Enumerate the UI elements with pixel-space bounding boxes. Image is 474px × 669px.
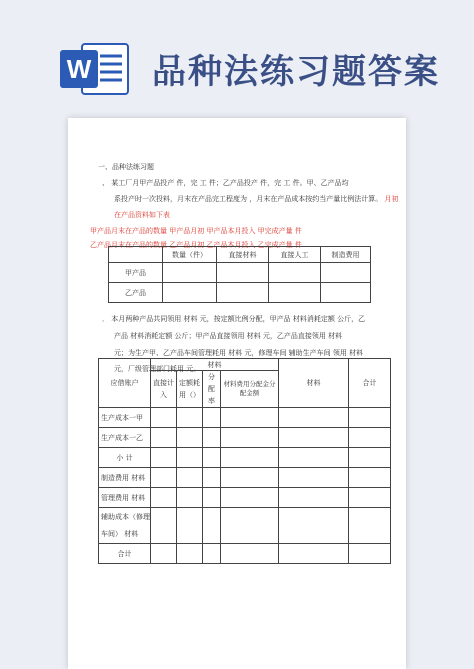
q2-line-2: 产品 材料消耗定额 公斤；甲产品直接领用 材料 元，乙产品直接领用 材料 <box>114 332 343 340</box>
q1-line-3: 在产品资料如下表 <box>114 211 170 219</box>
document-page <box>68 118 406 669</box>
table-row <box>99 488 391 508</box>
table-row <box>99 428 391 448</box>
table-1-header: 直接材料 <box>217 247 269 263</box>
table-2-header-quota: 定额耗用（） <box>177 371 203 408</box>
q1-line-2-text: 系投产时一次投料，月末在产品完工程度为 ，月末在产品成本按约当产量比例法计算。 <box>114 195 383 203</box>
table-2 <box>98 358 391 564</box>
table-2-header-total: 合计 <box>349 359 391 408</box>
table-2-header-alloc: 材料费用分配金分配金额 <box>221 371 279 408</box>
table-1-cell <box>217 283 269 303</box>
table-2-header-row <box>99 359 391 371</box>
q2-line-3: 元；为生产甲、乙产品车间管理耗用 材料 元，修理车间 辅助生产车间 领用 材料 <box>114 349 364 357</box>
table-1-cell <box>321 283 371 303</box>
table-1-cell <box>217 263 269 283</box>
table-2-row-label: 管理费用 材料 <box>99 488 151 508</box>
table-row <box>99 468 391 488</box>
table-row <box>99 508 391 526</box>
table-1-cell <box>321 263 371 283</box>
table-1-cell <box>269 263 321 283</box>
banner-title: 品种法练习题答案 <box>152 52 440 92</box>
table-2-header-direct: 直接计入 <box>151 371 177 408</box>
table-row <box>99 544 391 564</box>
q2-line-4: 元，厂级管理部门耗用 元。 <box>114 365 201 373</box>
q1-line-2 <box>114 194 398 204</box>
table-row <box>109 283 371 303</box>
q1-line-4: 甲产品月末在产品的数量 甲产品月初 甲产品本月投入 甲完成产量 件 <box>90 227 302 235</box>
table-1-header-row <box>109 247 371 263</box>
table-1-header: 直接人工 <box>269 247 321 263</box>
table-1-cell: 甲产品 <box>109 263 163 283</box>
table-1-header: 制造费用 <box>321 247 371 263</box>
table-row <box>109 263 371 283</box>
table-2-row-label: 生产成本一甲 <box>99 408 151 428</box>
q1-line-1: 、 某工厂月甲产品投产 件，完 工 件；乙产品投产 件，完 工 件。甲、乙产品均 <box>102 179 349 187</box>
table-2-row-label: 合计 <box>99 544 151 564</box>
table-1 <box>108 246 371 303</box>
logo-letter: W <box>66 54 92 84</box>
table-2-row-label: 车间） 材料 <box>99 526 151 544</box>
table-1-cell <box>163 283 217 303</box>
table-1-header <box>109 247 163 263</box>
section-heading: 一、品种法练习题 <box>98 163 154 171</box>
table-2-header-ratio: 分配率 <box>203 371 221 408</box>
table-2-header-material-top: 材料 <box>151 359 279 371</box>
table-2-header-account: 应借账户 <box>99 359 151 408</box>
q2-line-1: ． 本月两种产品共同领用 材料 元，按定额比例分配，甲产品 材料消耗定额 公斤，乙 <box>102 315 366 323</box>
table-2-row-label: 小 计 <box>99 448 151 468</box>
table-row <box>99 408 391 428</box>
table-1-header: 数量（件） <box>163 247 217 263</box>
table-2-header-material: 材料 <box>279 359 349 408</box>
table-1-cell <box>269 283 321 303</box>
q1-line-5: 乙产品月末在产品的数量 乙产品月初 乙产品本月投入 乙完成产量 件 <box>90 241 302 249</box>
word-logo-icon <box>60 40 130 98</box>
q1-line-2-red: 月初 <box>384 195 399 203</box>
table-2-row-label: 辅助成本（修理 <box>99 508 151 526</box>
table-row <box>99 448 391 468</box>
table-1-cell <box>163 263 217 283</box>
table-2-row-label: 生产成本一乙 <box>99 428 151 448</box>
table-1-cell: 乙产品 <box>109 283 163 303</box>
table-2-row-label: 制造费用 材料 <box>99 468 151 488</box>
banner <box>0 0 474 112</box>
